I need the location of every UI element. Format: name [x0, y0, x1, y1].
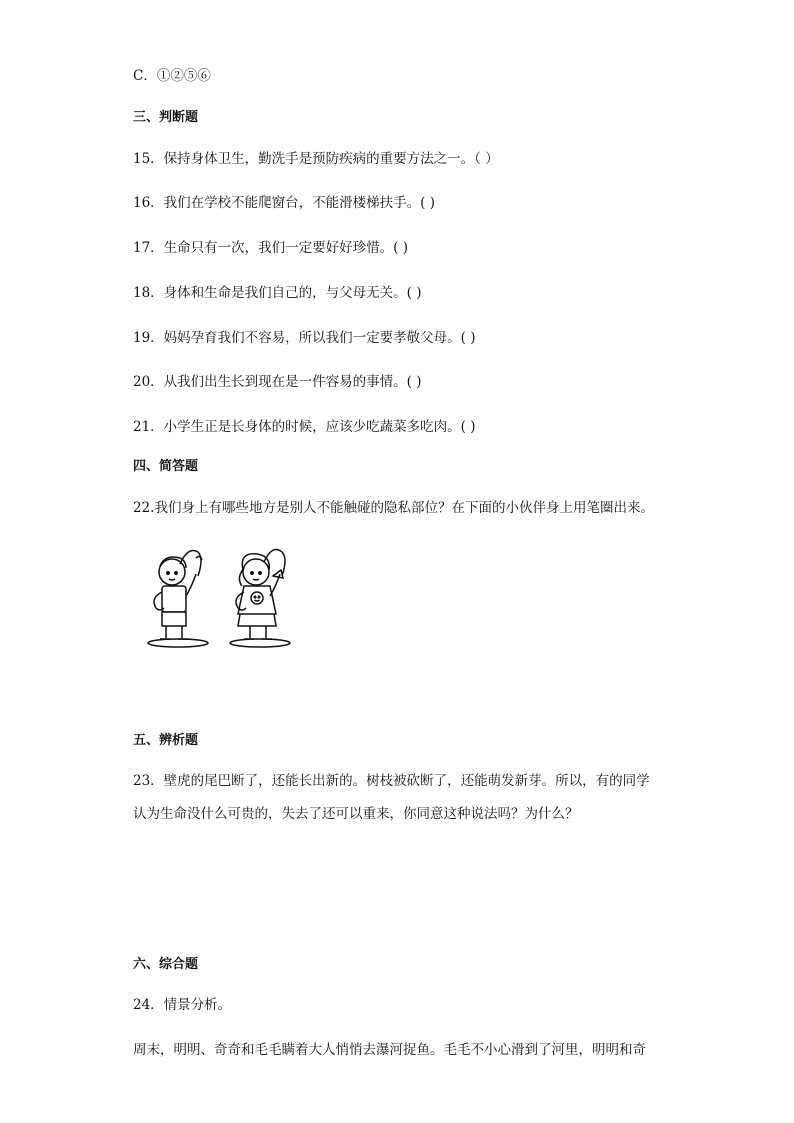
section-3-title: 三、判断题 [133, 110, 199, 125]
question-23-line-2: 认为生命没什么可贵的，失去了还可以重来，你同意这种说法吗？为什么？ [133, 806, 579, 822]
question-23-line-1: 23．壁虎的尾巴断了，还能长出新的。树枝被砍断了，还能萌发新芽。所以，有的同学 [133, 773, 650, 789]
section-5-title: 五、辨析题 [133, 733, 199, 748]
section-6-title: 六、综合题 [133, 957, 199, 972]
question-15: 15．保持身体卫生，勤洗手是预防疾病的重要方法之一。（ ） [133, 151, 499, 167]
girl-figure [230, 550, 290, 647]
question-20: 20．从我们出生长到现在是一件容易的事情。( ) [133, 374, 422, 390]
question-22: 22.我们身上有哪些地方是别人不能触碰的隐私部位？在下面的小伙伴身上用笔圈出来。 [133, 500, 654, 516]
section-4-title: 四、简答题 [133, 459, 199, 474]
boy-figure [148, 551, 208, 648]
question-18: 18．身体和生命是我们自己的，与父母无关。( ) [133, 285, 422, 301]
children-illustration [140, 540, 300, 650]
question-17: 17．生命只有一次，我们一定要好好珍惜。( ) [133, 240, 409, 256]
question-16: 16．我们在学校不能爬窗台，不能滑楼梯扶手。( ) [133, 195, 436, 211]
question-19: 19．妈妈孕育我们不容易，所以我们一定要孝敬父母。( ) [133, 330, 476, 346]
question-24-text: 周末，明明、奇奇和毛毛瞒着大人悄悄去瀑河捉鱼。毛毛不小心滑到了河里，明明和奇 [133, 1042, 646, 1058]
option-c: C．①②⑤⑥ [133, 68, 211, 84]
question-21: 21．小学生正是长身体的时候，应该少吃蔬菜多吃肉。( ) [133, 419, 476, 435]
question-24: 24．情景分析。 [133, 997, 232, 1013]
